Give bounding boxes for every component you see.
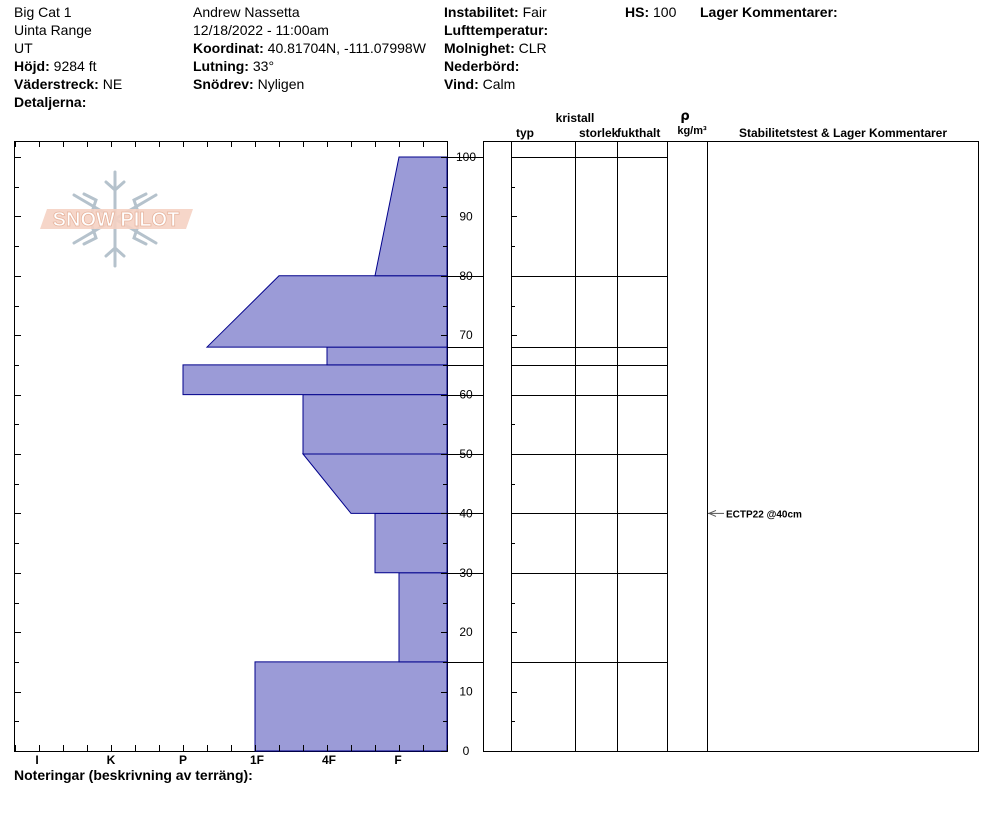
- header-size: storlek: [579, 126, 619, 140]
- slope-label: Lutning:: [193, 58, 249, 74]
- details-label: Detaljerna:: [14, 94, 87, 110]
- layer-table-frame: [484, 142, 979, 752]
- header-density-unit: kg/m³: [677, 125, 707, 137]
- hardness-layer-7: [207, 276, 447, 347]
- hardness-profile: [183, 157, 447, 751]
- hardness-layer-1: [399, 573, 447, 662]
- hardness-tick-label: K: [106, 753, 116, 767]
- coordinate-label: Koordinat:: [193, 40, 264, 56]
- header-rho: ρ: [680, 109, 690, 124]
- depth-tick-label: 0: [462, 744, 470, 758]
- logo-text: SNOW PILOT: [52, 209, 180, 231]
- hardness-layer-5: [183, 365, 447, 395]
- elevation-label: Höjd:: [14, 58, 50, 74]
- hardness-layer-3: [303, 454, 447, 513]
- wind-label: Vind:: [444, 76, 479, 92]
- depth-tick-label: 100: [455, 150, 477, 164]
- header-type: typ: [516, 126, 534, 140]
- observer-name: Andrew Nassetta: [193, 4, 300, 20]
- depth-tick-label: 10: [459, 684, 473, 699]
- hardness-tick-label: I: [35, 753, 39, 767]
- layer-comments-label: Lager Kommentarer:: [700, 4, 838, 20]
- air-temp-label: Lufttemperatur:: [444, 22, 549, 38]
- state-name: UT: [14, 40, 33, 56]
- notes-label: Noteringar (beskrivning av terräng):: [14, 767, 253, 783]
- hardness-tick-label: 4F: [321, 753, 337, 767]
- layer-table: [484, 141, 979, 752]
- elevation-value: 9284 ft: [53, 58, 97, 74]
- header-moisture: fukthalt: [617, 126, 661, 140]
- stability-value: Fair: [522, 4, 547, 20]
- depth-tick-label: 60: [459, 387, 473, 402]
- hs-value: 100: [653, 4, 677, 20]
- hardness-layer-4: [303, 395, 447, 454]
- precip-label: Nederbörd:: [444, 58, 520, 74]
- layer-boundaries: [447, 158, 483, 663]
- depth-tick-label: 70: [459, 328, 473, 343]
- hardness-layer-0: [255, 662, 447, 751]
- wind-value: Calm: [482, 76, 516, 92]
- hardness-tick-label: F: [394, 753, 402, 767]
- header-crystal: kristall: [555, 111, 595, 125]
- aspect-label: Väderstreck:: [14, 76, 99, 92]
- table-layer-rows: [511, 158, 667, 663]
- stability-label: Instabilitet:: [444, 4, 519, 20]
- location-name: Big Cat 1: [14, 4, 72, 20]
- depth-tick-label: 50: [459, 447, 473, 461]
- hardness-layer-2: [375, 513, 447, 572]
- stability-test-label: ECTP22 @40cm: [726, 509, 802, 521]
- drift-label: Snödrev:: [193, 76, 254, 92]
- snowpilot-logo: [40, 172, 193, 266]
- drift-value: Nyligen: [257, 76, 305, 92]
- depth-tick-label: 30: [459, 565, 473, 580]
- observation-datetime: 12/18/2022 - 11:00am: [193, 22, 329, 38]
- range-name: Uinta Range: [14, 22, 92, 38]
- coordinate-value: 40.81704N, -111.07998W: [267, 40, 426, 56]
- hs-label: HS:: [625, 4, 650, 20]
- depth-tick-label: 20: [459, 625, 473, 640]
- hardness-tick-label: P: [178, 753, 188, 767]
- header-stability: Stabilitetstest & Lager Kommentarer: [738, 126, 948, 140]
- aspect-value: NE: [102, 76, 123, 92]
- stability-tests: [708, 509, 802, 520]
- hardness-layer-8: [375, 157, 447, 276]
- slope-value: 33°: [252, 58, 275, 74]
- depth-tick-label: 40: [459, 506, 473, 521]
- hardness-layer-6: [327, 347, 447, 365]
- sky-label: Molnighet:: [444, 40, 515, 56]
- depth-tick-label: 80: [459, 268, 473, 283]
- depth-tick-label: 90: [459, 209, 473, 224]
- hardness-tick-label: 1F: [249, 753, 265, 767]
- sky-value: CLR: [518, 40, 547, 56]
